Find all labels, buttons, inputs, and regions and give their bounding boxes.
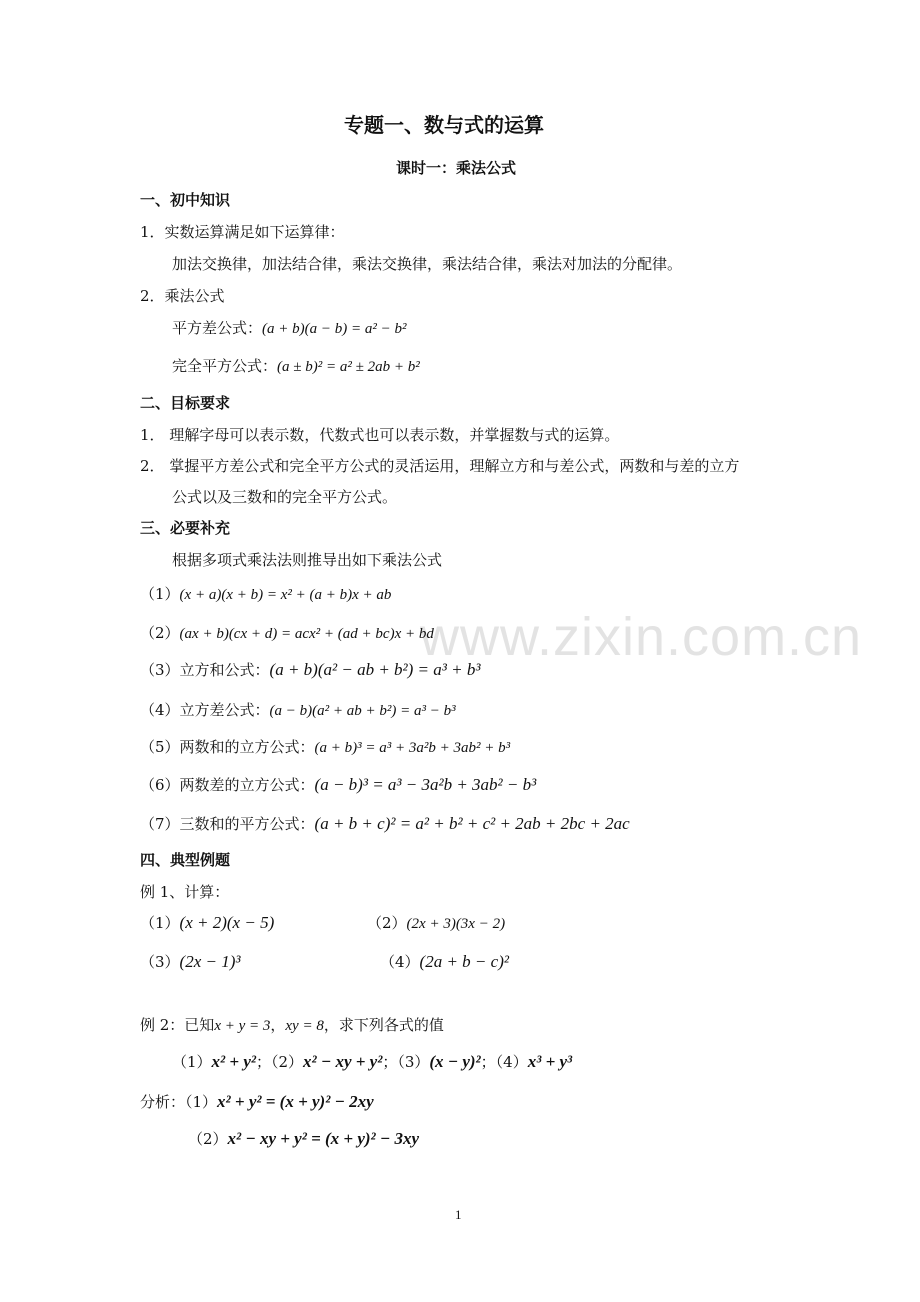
formula-item (140, 775, 536, 795)
formula-item (140, 660, 480, 680)
sec1-item2: 2．乘法公式 (140, 287, 225, 305)
separator: ； (382, 1053, 398, 1071)
formula-label: 平方差公式： (172, 319, 263, 337)
separator: ， (270, 1016, 286, 1034)
formula-math: (x + a)(x + b) = x² + (a + b)x + ab (179, 587, 392, 603)
example1-title: 例 1、计算： (140, 883, 230, 901)
watermark: www.zixin.com.cn (420, 607, 863, 667)
section-heading-3: 三、必要补充 (140, 519, 231, 537)
page-subtitle: 课时一：乘法公式 (396, 159, 517, 177)
formula-math: (a + b)(a² − ab + b²) = a³ + b³ (269, 660, 481, 679)
sec1-item1-body: 加法交换律，加法结合律，乘法交换律，乘法结合律，乘法对加法的分配律。 (172, 255, 683, 273)
question-label: （3） (397, 1053, 430, 1071)
part-math: (2a + b − c)² (419, 952, 509, 971)
formula-label: （7）三数和的平方公式： (140, 815, 315, 833)
formula-label: （1） (140, 585, 180, 603)
part-math: (2x + 3)(3x − 2) (406, 916, 506, 932)
formula-label: （6）两数差的立方公式： (140, 776, 315, 794)
analysis-label: （2） (188, 1130, 228, 1148)
formula-item (140, 584, 391, 605)
formula-label: （4）立方差公式： (140, 701, 270, 719)
part-label: （4） (380, 953, 420, 971)
question-label: （2） (271, 1053, 304, 1071)
example2-suffix: ，求下列各式的值 (323, 1016, 444, 1034)
formula-item (140, 700, 456, 721)
page-number: 1 (455, 1207, 462, 1222)
formula-math: (a ± b)² = a² ± 2ab + b² (277, 359, 420, 375)
question-math: (x − y)² (429, 1052, 481, 1071)
example2-statement (140, 1015, 444, 1036)
part-label: （2） (367, 914, 407, 932)
section-heading-2: 二、目标要求 (140, 394, 231, 412)
analysis-math: x² + y² = (x + y)² − 2xy (217, 1092, 374, 1111)
formula-item (140, 814, 630, 834)
formula-math: (a − b)(a² + ab + b²) = a³ − b³ (269, 703, 456, 719)
section-heading-4: 四、典型例题 (140, 851, 231, 869)
part-label: （1） (140, 914, 180, 932)
sec3-intro: 根据多项式乘法法则推导出如下乘法公式 (172, 551, 443, 569)
question-label: （4） (495, 1053, 528, 1071)
sec2-item2-line1: 2． 掌握平方差公式和完全平方公式的灵活运用，理解立方和与差公式，两数和与差的立方 (140, 457, 740, 475)
sec2-item2-line2: 公式以及三数和的完全平方公式。 (172, 488, 398, 506)
analysis-1 (140, 1092, 374, 1112)
analysis-2 (188, 1129, 419, 1149)
separator: ； (255, 1053, 271, 1071)
formula-math: (ax + b)(cx + d) = acx² + (ad + bc)x + bd (179, 626, 434, 642)
example1-part4 (380, 952, 509, 972)
formula-math: (a + b)³ = a³ + 3a²b + 3ab² + b³ (314, 740, 511, 756)
formula-math: (a + b + c)² = a² + b² + c² + 2ab + 2bc + 2ac (314, 814, 630, 833)
page-title: 专题一、数与式的运算 (344, 113, 544, 137)
separator: ； (480, 1053, 496, 1071)
question-math: x² + y² (211, 1052, 256, 1071)
question-label: （1） (172, 1053, 212, 1071)
example1-part1 (140, 913, 274, 933)
part-math: (x + 2)(x − 5) (179, 913, 275, 932)
condition-2: xy = 8 (285, 1018, 324, 1034)
example2-prefix: 例 2：已知 (140, 1016, 215, 1034)
question-math: x³ + y³ (527, 1052, 573, 1071)
formula-math: (a + b)(a − b) = a² − b² (262, 321, 407, 337)
part-math: (2x − 1)³ (179, 952, 241, 971)
section-heading-1: 一、初中知识 (140, 191, 231, 209)
formula-item (140, 623, 434, 644)
formula-difference-of-squares (172, 318, 406, 339)
example2-questions (172, 1052, 572, 1072)
formula-label: 完全平方公式： (172, 357, 278, 375)
question-math: x² − xy + y² (303, 1052, 383, 1071)
formula-label: （3）立方和公式： (140, 661, 270, 679)
sec2-item1: 1． 理解字母可以表示数，代数式也可以表示数，并掌握数与式的运算。 (140, 426, 620, 444)
example1-part2 (367, 913, 505, 934)
part-label: （3） (140, 953, 180, 971)
analysis-label: 分析：（1） (140, 1093, 218, 1111)
formula-label: （5）两数和的立方公式： (140, 738, 315, 756)
formula-item (140, 737, 510, 758)
condition-1: x + y = 3 (214, 1018, 271, 1034)
formula-math: (a − b)³ = a³ − 3a²b + 3ab² − b³ (314, 775, 537, 794)
sec1-item1: 1．实数运算满足如下运算律： (140, 223, 345, 241)
formula-label: （2） (140, 624, 180, 642)
analysis-math: x² − xy + y² = (x + y)² − 3xy (227, 1129, 420, 1148)
formula-perfect-square (172, 356, 420, 377)
example1-part3 (140, 952, 240, 972)
